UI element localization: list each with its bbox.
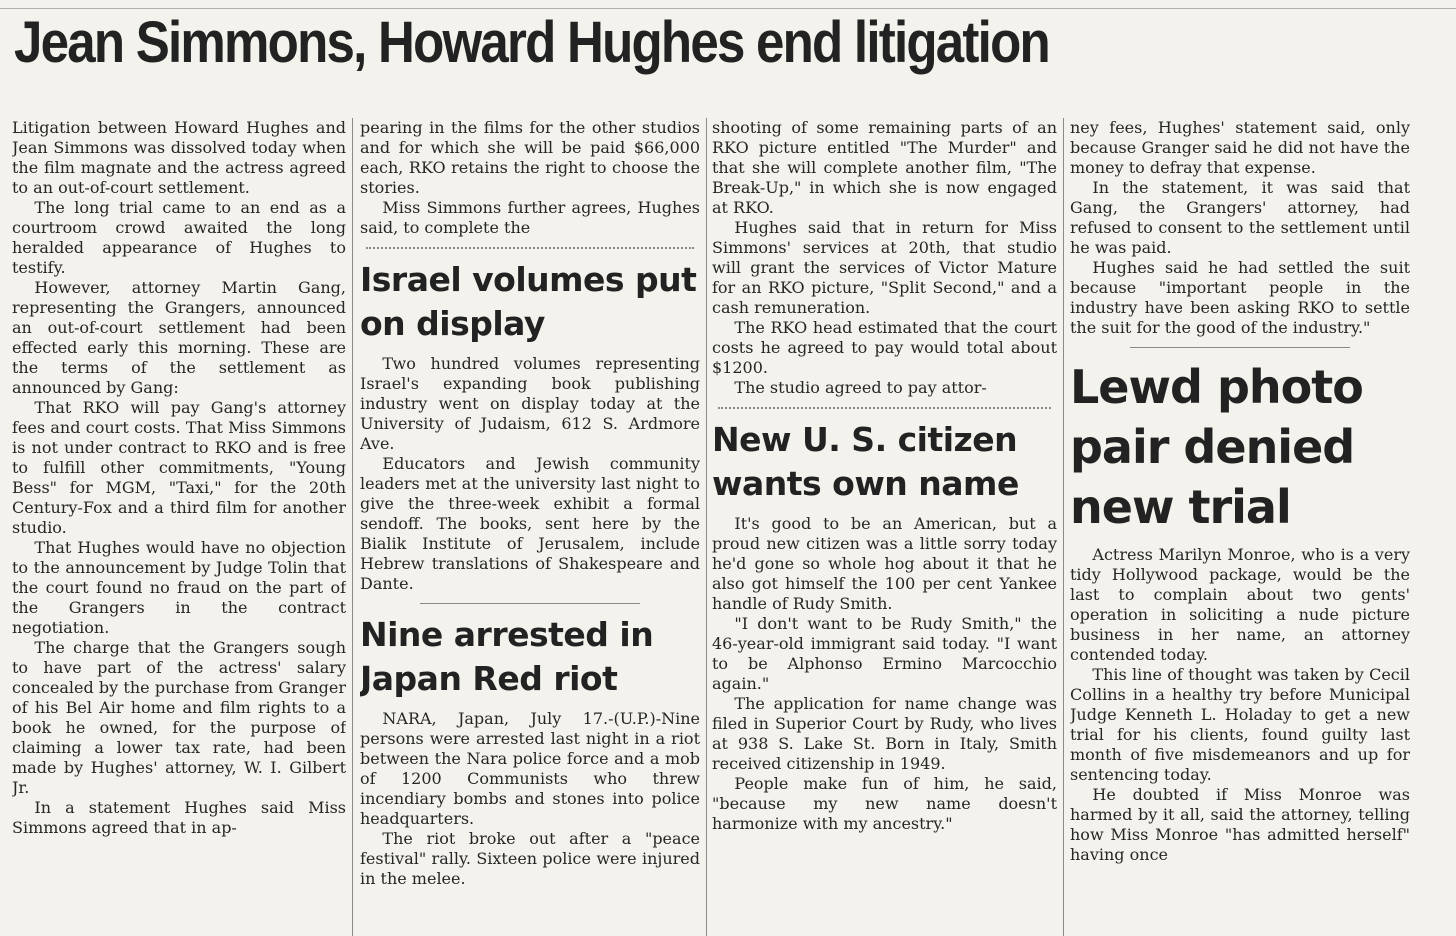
column-rule [706,118,707,936]
column-4 [1070,118,1410,936]
paragraph: The riot broke out after a "peace festival" rally. Sixteen police were injured in the melee. [360,829,700,888]
section-divider [718,407,1051,409]
paragraph: The application for name change was filed in Superior Court by Rudy, who lives at 938 S. Lake St. Born in Italy, Smith received citizenship in 1949. [712,694,1057,773]
israel-headline: Israel volumes put on display [360,260,697,343]
citizen-headline: New U. S. citizen wants own name [712,420,1019,503]
paragraph: The studio agreed to pay attor- [734,378,987,397]
paragraph: pearing in the films for the other studios and for which she will be paid $66,000 each, RKO retains the right to choose the stories. [360,118,700,197]
paragraph: That Hughes would have no objection to the announcement by Judge Tolin that the court found no fraud on the part of the Grangers in the contract negotiation. [12,538,346,637]
paragraph: In the statement, it was said that Gang, the Grangers' attorney, had refused to consent to the settlement until he was paid. [1070,178,1410,257]
paragraph: That RKO will pay Gang's attorney fees and court costs. That Miss Simmons is not under contract to RKO and is free to fulfill other commitments, "Young Bess" for MGM, "Taxi," for the 20th Century-Fox and a third film for another studio. [12,398,346,537]
paragraph: He doubted if Miss Monroe was harmed by it all, said the attorney, telling how Miss Monroe "has admitted herself" having once [1070,785,1410,864]
paragraph: Hughes said he had settled the suit because "important people in the industry have been asking RKO to settle the suit for the good of the industry." [1070,258,1410,337]
paragraph: The RKO head estimated that the court costs he agreed to pay would total about $1200. [712,318,1057,377]
paragraph: "I don't want to be Rudy Smith," the 46-year-old immigrant said today. "I want to be Alphonso Ermino Marcocchio again." [712,614,1057,693]
paragraph: shooting of some remaining parts of an RKO picture entitled "The Murder" and that she will complete another film, "The Break-Up," in which she is now engaged at RKO. [712,118,1057,217]
paragraph: Actress Marilyn Monroe, who is a very tidy Hollywood package, would be the last to complain about two gents' operation in soliciting a nude picture business in her name, an attorney contended today. [1070,545,1410,664]
paragraph: Educators and Jewish community leaders met at the university last night to give the three-week exhibit a formal sendoff. The books, sent here by the Bialik Institute of Jerusalem, include Hebrew translations of Shakespeare and Dante. [360,454,700,593]
paragraph: This line of thought was taken by Cecil Collins in a healthy try before Municipal Judge Kenneth L. Holaday to get a new trial for his clients, found guilty last month of five misdemeanors and up for sentencing today. [1070,665,1410,784]
section-divider [420,603,640,604]
section-divider [366,247,694,249]
paragraph: Two hundred volumes representing Israel's expanding book publishing industry went on display today at the University of Judaism, 612 S. Ardmore Ave. [360,354,700,453]
paragraph: Hughes said that in return for Miss Simmons' services at 20th, that studio will grant the services of Victor Mature for an RKO picture, "Split Second," and a cash remuneration. [712,218,1057,317]
paragraph: Litigation between Howard Hughes and Jean Simmons was dissolved today when the film magnate and the actress agreed to an out-of-court settlement. [12,118,346,197]
column-1 [12,118,346,936]
column-3 [712,118,1057,936]
paragraph: Miss Simmons further agrees, Hughes said, to complete the [360,198,700,237]
column-rule [352,118,353,936]
paragraph: NARA, Japan, July 17.-(U.P.)-Nine persons were arrested last night in a riot between the Nara police force and a mob of 1200 Communists who threw incendiary bombs and stones into police headquarters. [360,709,700,828]
column-2 [360,118,700,936]
nine-arrested-headline: Nine arrested in Japan Red riot [360,615,654,698]
section-divider [1130,347,1350,348]
paragraph: It's good to be an American, but a proud new citizen was a little sorry today he'd gone so whole hog about it that he also got himself the 100 per cent Yankee handle of Rudy Smith. [712,514,1057,613]
paragraph: The charge that the Grangers sough to have part of the actress' salary concealed by the purchase from Granger of his Bel Air home and film rights to a book he owned, for the purpose of claiming a lower tax rate, had been made by Hughes' attorney, W. I. Gilbert Jr. [12,638,346,797]
paragraph: In a statement Hughes said Miss Simmons agreed that in ap- [12,798,346,837]
page-headline: Jean Simmons, Howard Hughes end litigation [14,10,1049,75]
lewd-photo-headline: Lewd photo pair denied new trial [1070,360,1363,534]
paragraph: The long trial came to an end as a courtroom crowd awaited the long heralded appearance of Hughes to testify. [12,198,346,277]
column-rule [1063,118,1064,936]
paragraph: However, attorney Martin Gang, representing the Grangers, announced an out-of-court settlement had been effected early this morning. These are the terms of the settlement as announced by Gang: [12,278,346,397]
paragraph: People make fun of him, he said, "because my new name doesn't harmonize with my ancestry." [712,774,1057,833]
paragraph: ney fees, Hughes' statement said, only because Granger said he did not have the money to defray that expense. [1070,118,1410,177]
top-rule [0,8,1456,9]
